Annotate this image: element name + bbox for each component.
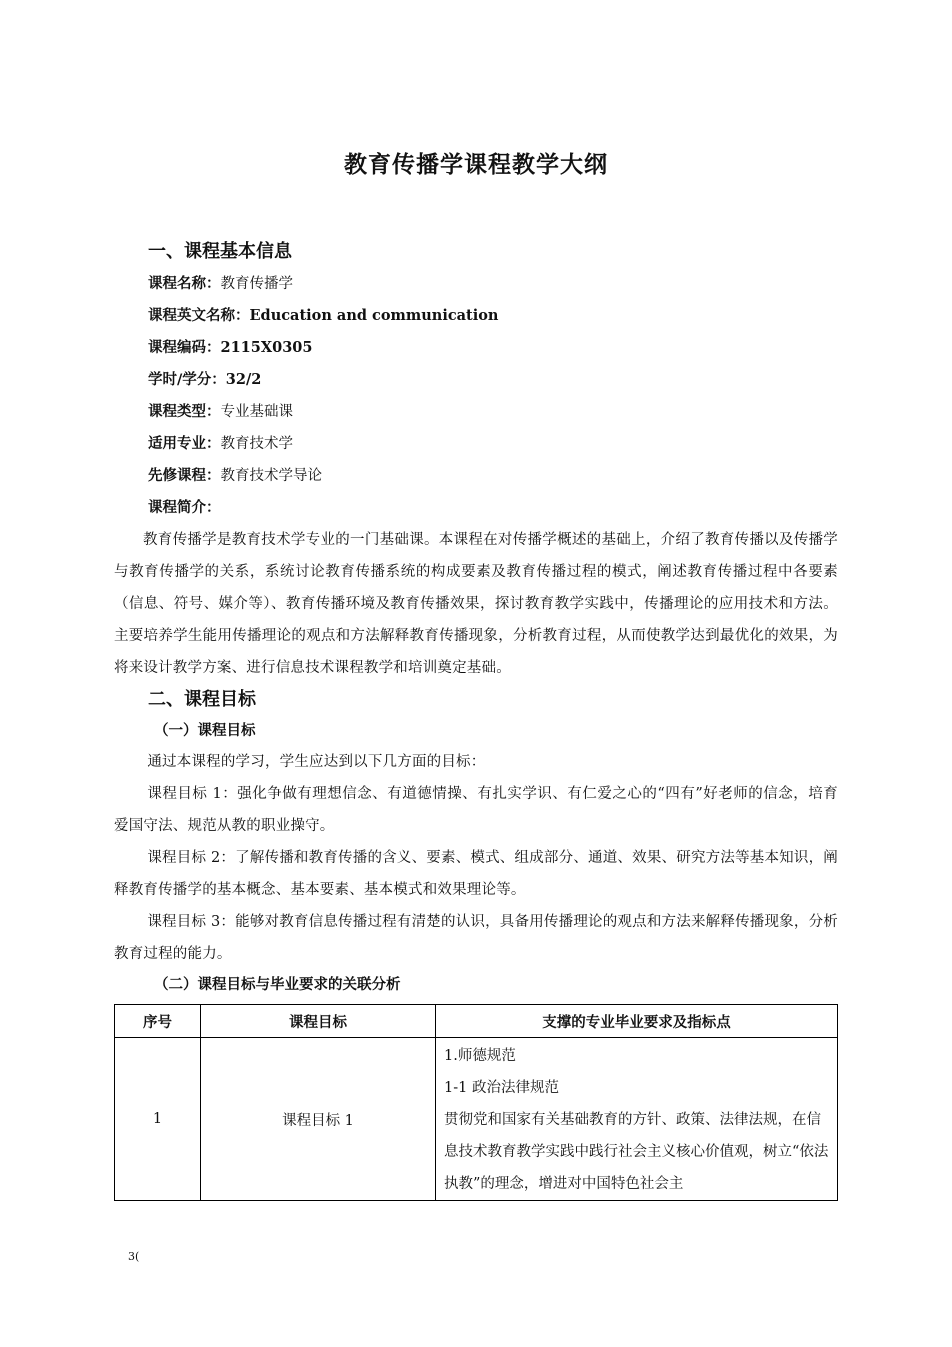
requirement-text: 贯彻党和国家有关基础教育的方针、政策、法律法规，在信息技术教育教学实践中践行社会主义核心价值观，树立“依法执教”的理念，增进对中国特色社会主 [444, 1112, 829, 1192]
info-label: 课程名称： [148, 276, 221, 292]
info-label: 课程简介： [148, 500, 221, 516]
page-number: 3( [128, 1250, 140, 1263]
info-value: 教育技术学 [220, 436, 293, 452]
info-label: 课程英文名称： [148, 308, 250, 324]
document-body [114, 236, 838, 1201]
requirement-indicator: 1-1 政治法律规范 [444, 1080, 559, 1096]
info-label: 适用专业： [148, 436, 221, 452]
info-course-code [148, 332, 838, 364]
table-row [115, 1038, 838, 1201]
table-header-no: 序号 [115, 1005, 201, 1038]
info-label: 课程编码： [148, 340, 221, 356]
info-prerequisite [148, 460, 838, 492]
info-major [148, 428, 838, 460]
table-header-row [115, 1005, 838, 1038]
course-intro-paragraph: 教育传播学是教育技术学专业的一门基础课。本课程在对传播学概述的基础上，介绍了教育传播以及传播学与教育传播学的关系，系统讨论教育传播系统的构成要素及教育传播过程的模式，阐述教育传播过程中各要素（信息、符号、媒介等）、教育传播环境及教育传播效果，探讨教育教学实践中，传播理论的应用技术和方法。主要培养学生能用传播理论的观点和方法解释教育传播现象，分析教育过程，从而使教学达到最优化的效果，为将来设计教学方案、进行信息技术课程教学和培训奠定基础。 [114, 532, 838, 676]
section-heading-basic-info: 一、课程基本信息 [148, 241, 292, 262]
info-value: Education and communication [249, 307, 499, 324]
table-cell-requirement [436, 1038, 838, 1201]
info-english-name [148, 300, 838, 332]
info-intro-label [148, 492, 838, 524]
info-label: 先修课程： [148, 468, 221, 484]
subsection-heading-objectives: （一）课程目标 [154, 723, 256, 739]
objective-2: 课程目标 2：了解传播和教育传播的含义、要素、模式、组成部分、通道、效果、研究方法等基本知识，阐释教育传播学的基本概念、基本要素、基本模式和效果理论等。 [114, 850, 838, 898]
info-value: 2115X0305 [220, 339, 313, 356]
objective-1: 课程目标 1：强化争做有理想信念、有道德情操、有扎实学识、有仁爱之心的“四有”好老师的信念，培育爱国守法、规范从教的职业操守。 [114, 786, 838, 834]
objectives-mapping-table [114, 1004, 838, 1201]
info-value: 教育传播学 [220, 276, 293, 292]
subsection-heading-mapping: （二）课程目标与毕业要求的关联分析 [154, 977, 401, 993]
table-cell-goal: 课程目标 1 [201, 1038, 436, 1201]
section-heading-objectives: 二、课程目标 [148, 689, 256, 710]
objectives-lead: 通过本课程的学习，学生应达到以下几方面的目标： [147, 754, 486, 770]
info-course-name [148, 268, 838, 300]
info-value: 专业基础课 [220, 404, 293, 420]
table-header-requirement: 支撑的专业毕业要求及指标点 [436, 1005, 838, 1038]
info-value: 32/2 [225, 371, 262, 388]
info-label: 学时/学分： [148, 372, 226, 388]
requirement-title: 1.师德规范 [444, 1048, 516, 1064]
info-hours-credits [148, 364, 838, 396]
objective-3: 课程目标 3：能够对教育信息传播过程有清楚的认识，具备用传播理论的观点和方法来解释传播现象，分析教育过程的能力。 [114, 914, 838, 962]
table-header-goal: 课程目标 [201, 1005, 436, 1038]
table-cell-no: 1 [115, 1038, 201, 1201]
document-title: 教育传播学课程教学大纲 [344, 152, 608, 178]
info-course-type [148, 396, 838, 428]
info-label: 课程类型： [148, 404, 221, 420]
info-value: 教育技术学导论 [220, 468, 322, 484]
